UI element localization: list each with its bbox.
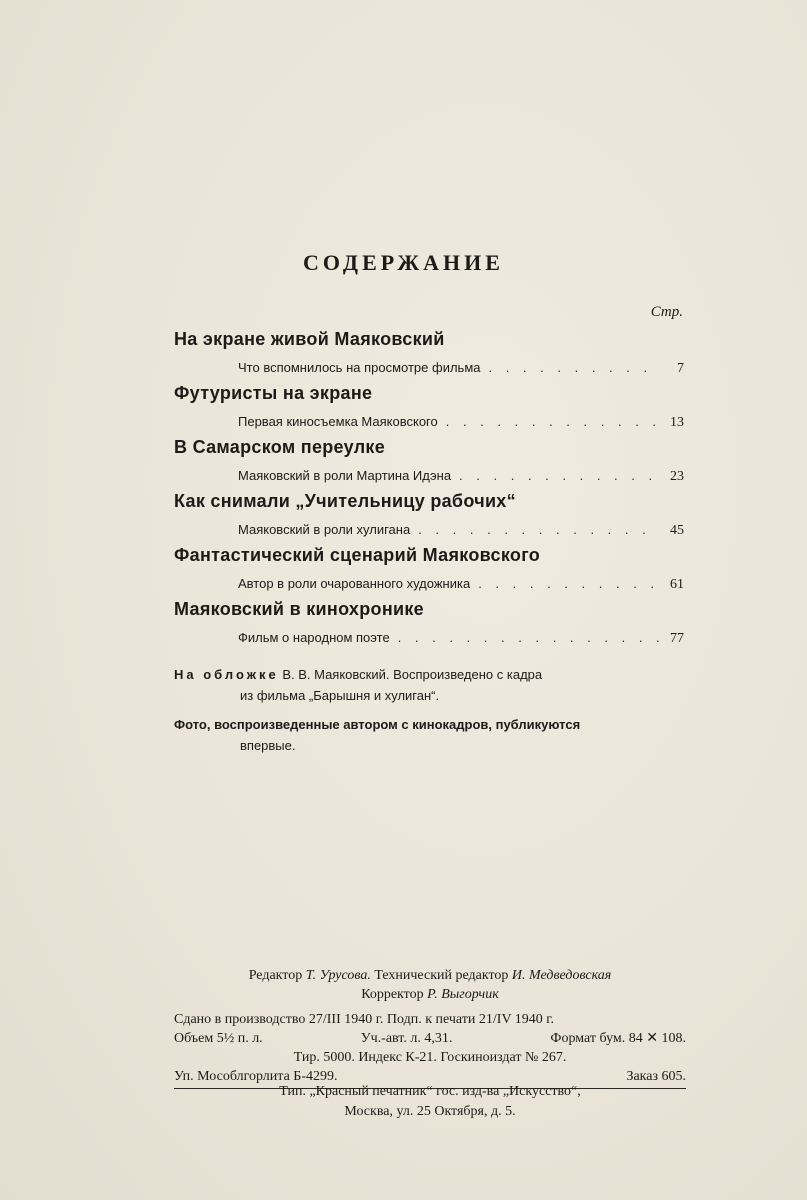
toc-entry-title: Маяковский в кинохронике (174, 599, 424, 619)
toc-entry-subtitle: Маяковский в роли хулигана (238, 522, 411, 537)
editors-line (174, 966, 686, 985)
toc-entry-subtitle: Фильм о народном поэте (238, 630, 390, 645)
colophon (174, 966, 686, 1089)
toc-entry-subtitle-row (238, 521, 684, 540)
toc-entry-subtitle-row (238, 629, 684, 648)
toc-entry-subtitle-row (238, 575, 684, 594)
toc-entry-subtitle-row (238, 467, 684, 486)
toc-entry-title: Как снимали „Учительницу рабочих“ (174, 491, 516, 511)
cover-note-text-continued: из фильма „Барышня и хулиган“. (240, 688, 440, 703)
leader-dots (478, 575, 660, 593)
page-title: СОДЕРЖАНИЕ (303, 250, 504, 275)
photo-note (174, 714, 694, 756)
paper-format: Формат бум. 84 ✕ 108. (550, 1031, 686, 1046)
volume-line (174, 1029, 686, 1048)
toc-entry-subtitle: Первая киносъемка Маяковского (238, 414, 438, 429)
leader-dots (398, 629, 660, 647)
cover-note (174, 664, 694, 706)
photo-note-text-continued: впервые. (240, 738, 296, 753)
printer-info (174, 1082, 686, 1122)
editor-label: Редактор (248, 968, 303, 983)
proofreader-line (174, 985, 686, 1004)
toc-entry-page: 45 (670, 523, 684, 538)
tech-editor-name: И. Медведовская (511, 968, 612, 983)
production-dates: Сдано в производство 27/III 1940 г. Подп. к печати 21/IV 1940 г. (174, 1012, 554, 1027)
leader-dots (488, 359, 660, 377)
tech-editor-label: Технический редактор (374, 968, 509, 983)
toc-entry-subtitle-row (238, 413, 684, 432)
toc-entry-subtitle-row (238, 359, 684, 378)
leader-dots (459, 467, 660, 485)
toc-entry-title: В Самарском переулке (174, 437, 386, 457)
author-sheets: Уч.-авт. л. 4,31. (360, 1031, 453, 1046)
printer-line-2: Москва, ул. 25 Октября, д. 5. (344, 1104, 516, 1119)
printer-line-1: Тип. „Красный печатник“ гос. изд-ва „Искусство“, (279, 1084, 581, 1099)
toc-entry-page: 23 (670, 469, 684, 484)
toc-entry (174, 382, 684, 432)
toc-entry (174, 328, 684, 378)
photo-note-text: Фото, воспроизведенные автором с кинокадров, публикуются (174, 717, 581, 732)
toc-entry-page: 61 (670, 577, 684, 592)
toc-entry-page: 77 (670, 631, 684, 646)
leader-dots (418, 521, 660, 539)
toc-entry-subtitle: Маяковский в роли Мартина Идэна (238, 468, 452, 483)
license-text: Уп. Мособлгорлита Б-4299. (174, 1069, 338, 1084)
editor-name: Т. Урусова. (305, 968, 371, 983)
proofreader-label: Корректор (361, 987, 424, 1002)
toc-entry (174, 490, 684, 540)
toc-entry-page: 13 (670, 415, 684, 430)
toc-entry-subtitle: Что вспомнилось на просмотре фильма (238, 360, 481, 375)
cover-note-text: В. В. Маяковский. Воспроизведено с кадра (282, 667, 543, 682)
volume-text: Объем 5½ п. л. (174, 1031, 263, 1046)
toc-entry-page: 7 (677, 361, 684, 376)
toc-entry-title: Фантастический сценарий Маяковского (174, 545, 541, 565)
page-column-label: Стр. (650, 304, 683, 320)
toc-entry (174, 544, 684, 594)
toc-entry-subtitle: Автор в роли очарованного художника (238, 576, 471, 591)
toc-entry (174, 436, 684, 486)
print-run-line: Тир. 5000. Индекс К-21. Госкиноиздат № 267. (293, 1050, 567, 1065)
cover-note-label: На обложке (174, 667, 279, 682)
leader-dots (446, 413, 660, 431)
order-number: Заказ 605. (626, 1069, 686, 1084)
toc-entry (174, 598, 684, 648)
toc-entry-title: На экране живой Маяковский (174, 329, 445, 349)
toc-entry-title: Футуристы на экране (174, 383, 373, 403)
proofreader-name: Р. Выгорчик (427, 987, 499, 1002)
